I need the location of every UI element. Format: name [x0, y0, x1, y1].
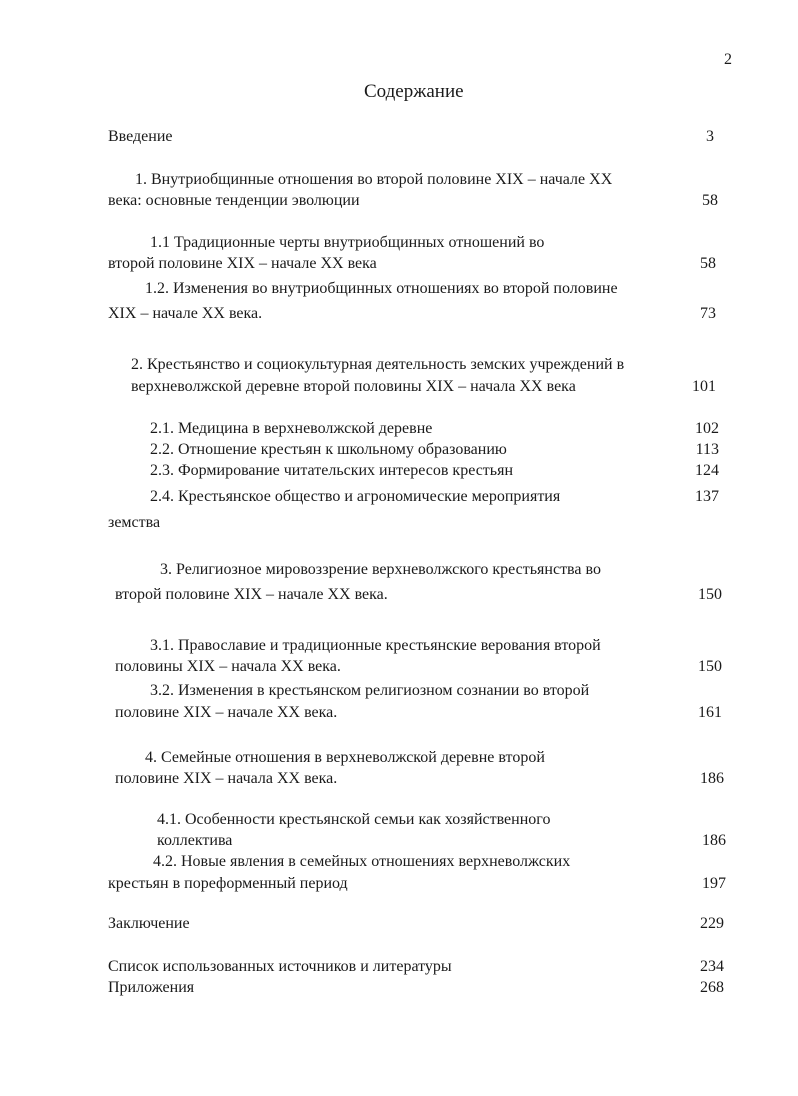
toc-conclusion-label: Заключение [108, 915, 190, 932]
toc-intro-page: 3 [706, 128, 714, 145]
toc-s3-1-page: 150 [698, 658, 722, 675]
toc-ch3-page: 150 [698, 586, 722, 603]
toc-appendix-page: 268 [700, 979, 724, 996]
page-number: 2 [724, 51, 732, 68]
toc-appendix-label: Приложения [108, 979, 195, 996]
toc-s2-3-page: 124 [695, 462, 719, 479]
toc-sources-label: Список использованных источников и литературы [108, 958, 452, 975]
toc-s1-2-line1: 1.2. Изменения во внутриобщинных отношениях во второй половине [145, 280, 618, 297]
toc-s3-2-line2: половине XIX – начале XX века. [115, 704, 338, 721]
toc-s2-4-page: 137 [695, 488, 719, 505]
toc-s4-1-line2: коллектива [157, 832, 233, 849]
toc-intro-label: Введение [108, 128, 173, 145]
toc-s4-1-page: 186 [702, 832, 726, 849]
toc-ch1-page: 58 [702, 192, 718, 209]
toc-s3-2-page: 161 [698, 704, 722, 721]
toc-s2-3-label: 2.3. Формирование читательских интересов крестьян [150, 462, 514, 479]
toc-s4-1-line1: 4.1. Особенности крестьянской семьи как хозяйственного [157, 811, 551, 828]
toc-ch2-line1: 2. Крестьянство и социокультурная деятельность земских учреждений в [131, 356, 625, 373]
toc-ch1-line1: 1. Внутриобщинные отношения во второй половине XIX – начале XX [135, 171, 613, 188]
toc-s4-2-line1: 4.2. Новые явления в семейных отношениях верхневолжских [153, 853, 571, 870]
toc-ch2-line2: верхневолжской деревне второй половины XIX – начала XX века [131, 378, 576, 395]
toc-s2-2-label: 2.2. Отношение крестьян к школьному образованию [150, 441, 507, 458]
toc-s2-1-page: 102 [695, 420, 719, 437]
toc-s1-1-line1: 1.1 Традиционные черты внутриобщинных отношений во [150, 234, 545, 251]
toc-ch3-line2: второй половине XIX – начале XX века. [115, 586, 388, 603]
toc-ch1-line2: века: основные тенденции эволюции [108, 192, 360, 209]
toc-sources-page: 234 [700, 958, 724, 975]
toc-ch3-line1: 3. Религиозное мировоззрение верхневолжского крестьянства во [160, 561, 601, 578]
toc-s2-1-label: 2.1. Медицина в верхневолжской деревне [150, 420, 433, 437]
toc-s3-2-line1: 3.2. Изменения в крестьянском религиозном сознании во второй [150, 682, 590, 699]
toc-s4-2-page: 197 [702, 875, 726, 892]
toc-s1-2-page: 73 [700, 305, 716, 322]
toc-ch2-page: 101 [692, 378, 716, 395]
toc-s1-1-page: 58 [700, 255, 716, 272]
toc-s2-4-line1: 2.4. Крестьянское общество и агрономические мероприятия [150, 488, 561, 505]
toc-ch4-page: 186 [700, 770, 724, 787]
page-title: Содержание [364, 81, 464, 102]
toc-s3-1-line1: 3.1. Православие и традиционные крестьянские верования второй [150, 637, 601, 654]
toc-conclusion-page: 229 [700, 915, 724, 932]
toc-ch4-line1: 4. Семейные отношения в верхневолжской деревне второй [145, 749, 545, 766]
toc-s2-2-page: 113 [695, 441, 719, 458]
toc-s1-2-line2: XIX – начале XX века. [108, 305, 263, 322]
toc-s1-1-line2: второй половине XIX – начале XX века [108, 255, 377, 272]
toc-s4-2-line2: крестьян в пореформенный период [108, 875, 348, 892]
toc-s2-4-line2: земства [108, 514, 161, 531]
toc-s3-1-line2: половины XIX – начала XX века. [115, 658, 341, 675]
toc-ch4-line2: половине XIX – начала XX века. [115, 770, 338, 787]
